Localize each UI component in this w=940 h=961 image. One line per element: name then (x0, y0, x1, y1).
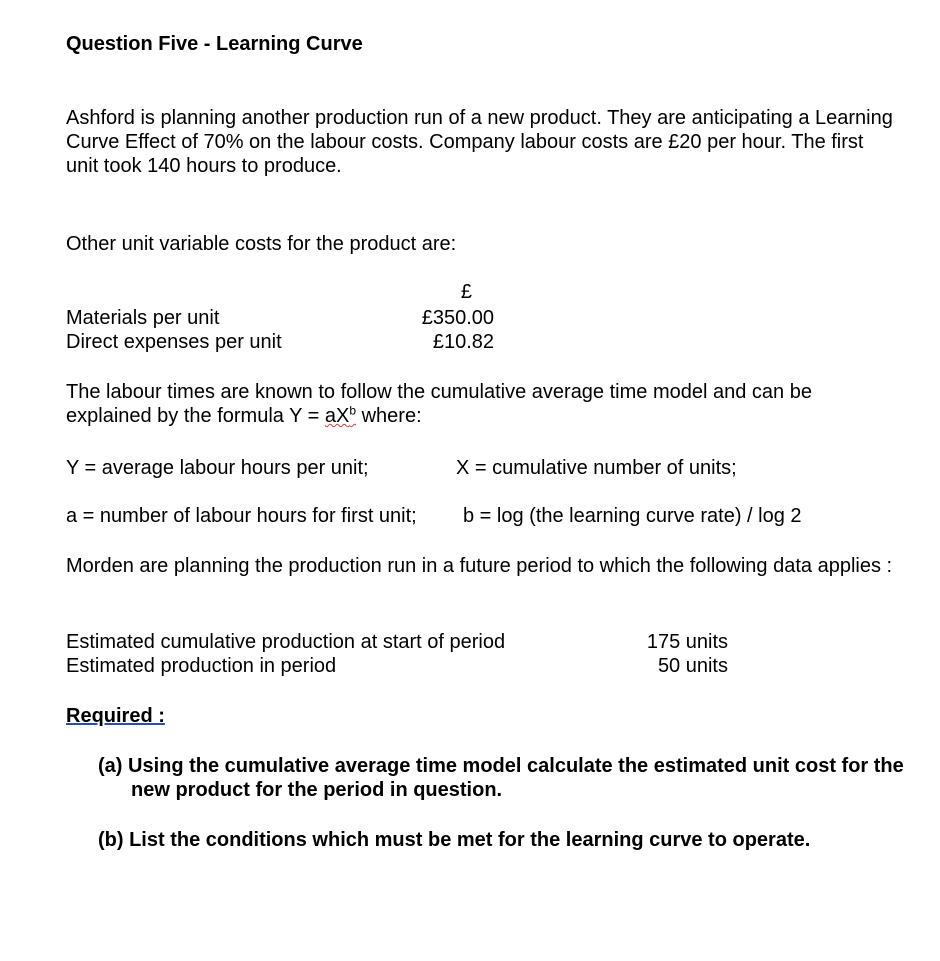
definition-x: X = cumulative number of units; (456, 457, 737, 479)
labour-text-before: The labour times are known to follow the cumulative average time model and can be explained by the formula Y = (66, 381, 812, 427)
labour-paragraph (66, 380, 896, 428)
formula-exponent: b (349, 403, 357, 418)
labour-text-after: where: (356, 405, 422, 427)
definition-y: Y = average labour hours per unit; (66, 457, 369, 479)
cost-label-materials: Materials per unit (66, 307, 220, 329)
morden-paragraph: Morden are planning the production run in a future period to which the following data applies : (66, 555, 893, 577)
estimate-label-period: Estimated production in period (66, 655, 337, 677)
estimate-value-cumulative: 175 units (646, 631, 728, 653)
currency-header: £ (460, 281, 472, 303)
estimate-value-period: 50 units (657, 655, 728, 677)
estimate-label-cumulative: Estimated cumulative production at start of period (66, 631, 506, 653)
page-title: Question Five - Learning Curve (66, 33, 363, 55)
other-costs-intro: Other unit variable costs for the product are: (66, 233, 457, 255)
required-heading: Required : (66, 705, 165, 727)
cost-value-direct-expenses: £10.82 (432, 331, 494, 353)
definition-a: a = number of labour hours for first unit; (66, 505, 417, 527)
cost-label-direct-expenses: Direct expenses per unit (66, 331, 282, 353)
question-b: (b) List the conditions which must be met for the learning curve to operate. (98, 829, 811, 851)
definition-b: b = log (the learning curve rate) / log 2 (463, 505, 802, 527)
question-a: (a) Using the cumulative average time model calculate the estimated unit cost for the new product for the period in question. (98, 755, 904, 801)
formula-base: aX (324, 405, 350, 427)
intro-paragraph: Ashford is planning another production run of a new product. They are anticipating a Learning Curve Effect of 70% on the labour costs. Company labour costs are £20 per hour. The first unit took 140 hours to produce. (66, 107, 893, 177)
formula (325, 405, 356, 427)
cost-value-materials: £350.00 (421, 307, 494, 329)
